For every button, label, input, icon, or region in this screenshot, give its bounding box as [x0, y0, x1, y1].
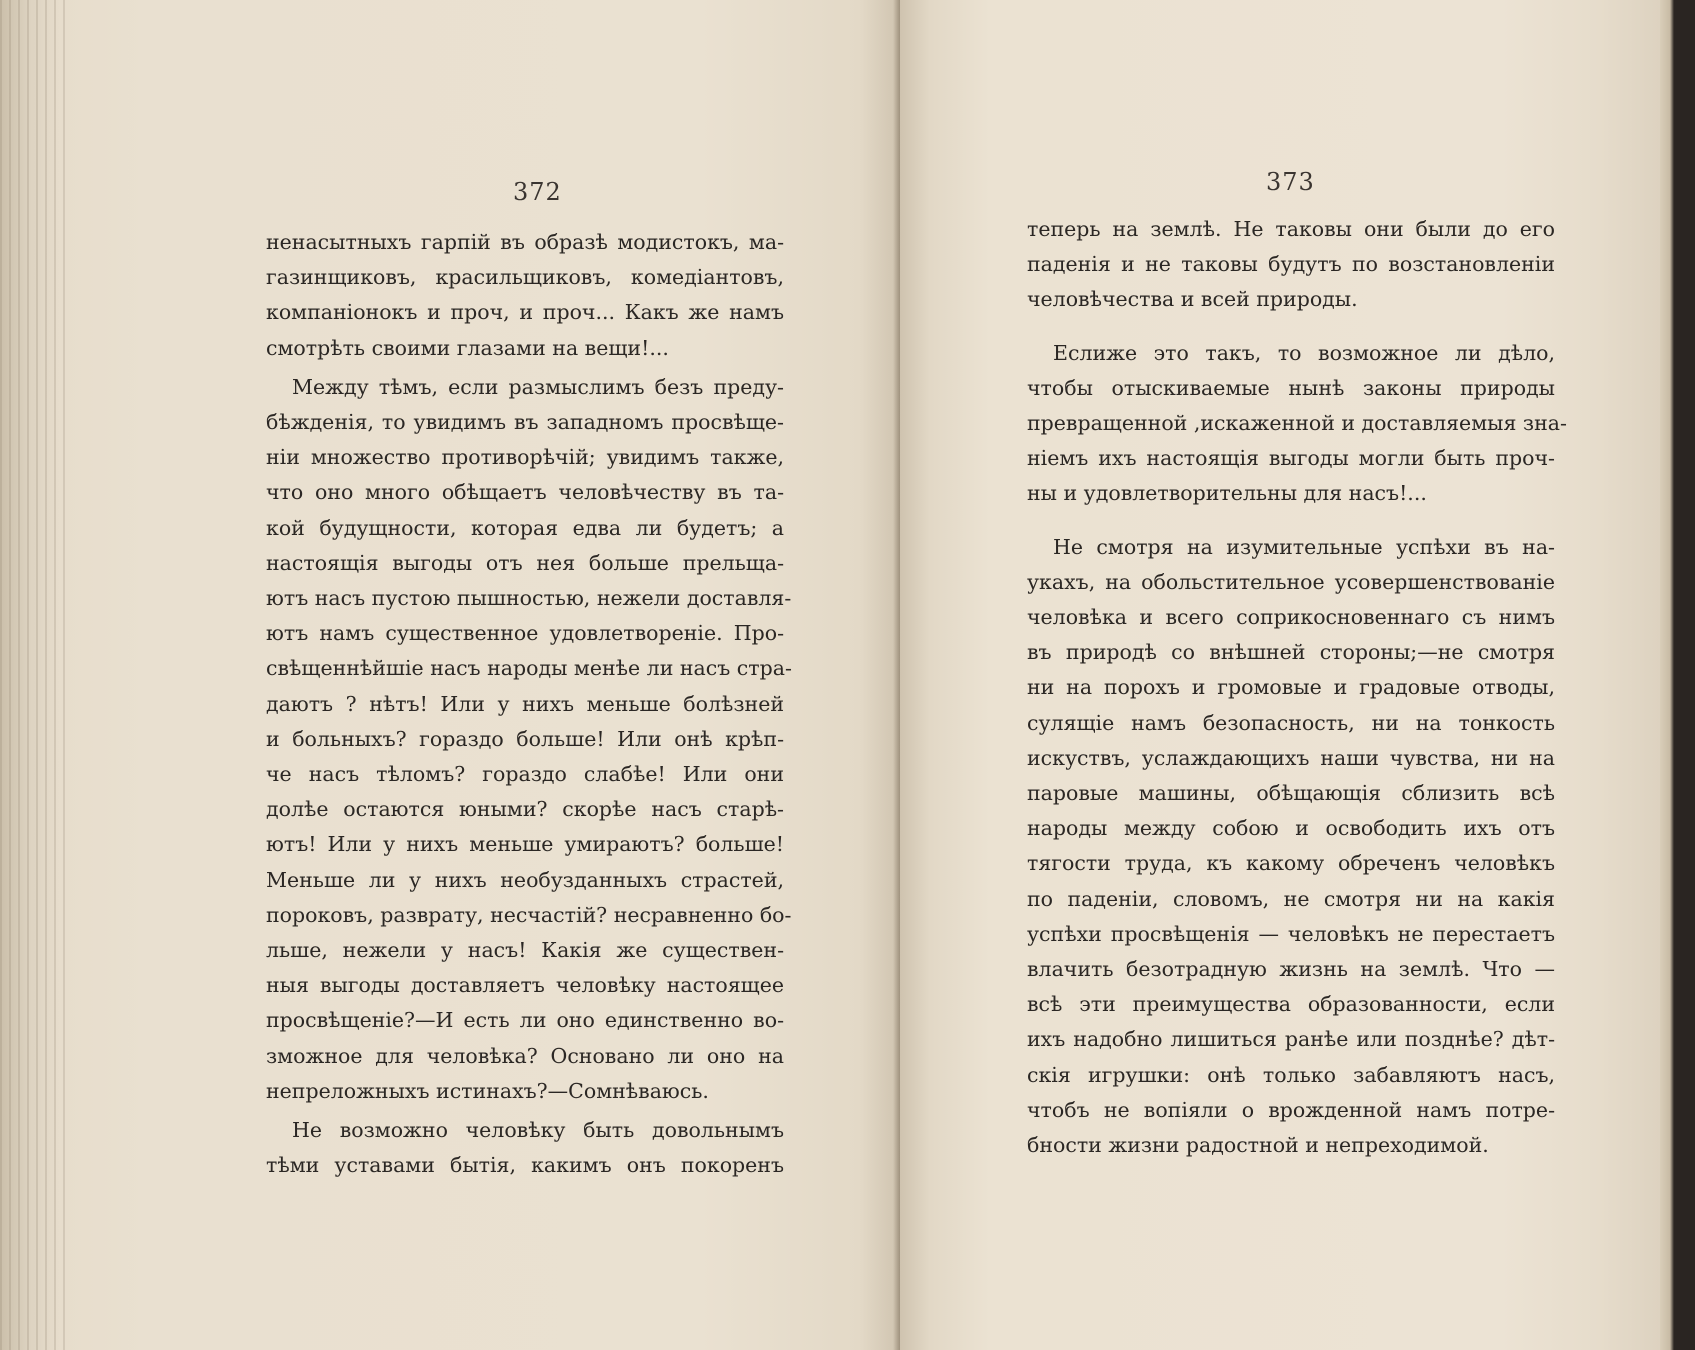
text-line: тягости труда, къ какому обреченъ человѣкъ — [1027, 851, 1555, 876]
text-line: въ природѣ со внѣшней стороны;—не смотря — [1027, 640, 1555, 665]
text-line: ніемъ ихъ настоящія выгоды могли быть проч- — [1027, 446, 1555, 471]
text-line: Меньше ли у нихъ необузданныхъ страстей, — [266, 867, 784, 892]
text-line: и больныхъ? гораздо больше! Или онѣ крѣп- — [266, 726, 784, 751]
left-paragraph-1 — [266, 225, 784, 366]
text-line: ніи множество противорѣчій; увидимъ также, — [266, 445, 784, 470]
text-line: ютъ насъ пустою пышностью, нежели доставля- — [266, 586, 792, 611]
text-line: настоящія выгоды отъ нея больше прельща- — [266, 550, 784, 575]
text-line: ны и удовлетворительны для насъ!... — [1027, 481, 1427, 506]
text-line: бѣжденія, то увидимъ въ западномъ просвѣще- — [266, 410, 784, 435]
text-line: газинщиковъ, красильщиковъ, комедіантовъ, — [266, 265, 784, 290]
text-line: долѣе остаются юными? скорѣе насъ старѣ- — [266, 797, 784, 822]
text-line: скія игрушки: онѣ только забавляютъ насъ, — [1027, 1062, 1555, 1087]
right-paragraph-1 — [1027, 212, 1555, 318]
text-line: превращенной ,искаженной и доставляемыя зна- — [1027, 411, 1567, 436]
text-line: ихъ надобно лишиться ранѣе или позднѣе? дѣт- — [1027, 1027, 1555, 1052]
left-paragraph-3 — [266, 1113, 784, 1183]
right-page-text — [1027, 212, 1567, 1163]
text-line: чтобы отыскиваемые нынѣ законы природы — [1027, 375, 1555, 400]
text-line: успѣхи просвѣщенія — человѣкъ не перестаетъ — [1027, 921, 1555, 946]
text-line: свѣщеннѣйшіе насъ народы менѣе ли насъ стра- — [266, 656, 792, 681]
text-line: теперь на землѣ. Не таковы они были до его — [1027, 217, 1555, 241]
right-page-number: 373 — [1266, 168, 1315, 196]
text-line: человѣчества и всей природы. — [1027, 287, 1358, 312]
text-line: даютъ ? нѣтъ! Или у нихъ меньше болѣзней — [266, 691, 784, 716]
left-paragraph-2 — [266, 370, 792, 1109]
text-line: смотрѣть своими глазами на вещи!... — [266, 335, 669, 360]
text-line: ныя выгоды доставляетъ человѣку настоящее — [266, 973, 784, 998]
text-line: паровые машины, обѣщающія сблизить всѣ — [1027, 781, 1555, 806]
text-line: искуствъ, услаждающихъ наши чувства, ни на — [1027, 745, 1555, 770]
text-line: бности жизни радостной и непреходимой. — [1027, 1133, 1489, 1158]
text-line: ютъ намъ существенное удовлетвореніе. Про- — [266, 621, 784, 646]
text-line: Не возможно человѣку быть довольнымъ — [292, 1118, 784, 1143]
text-line: ютъ! Или у нихъ меньше умираютъ? больше! — [266, 832, 784, 857]
text-line: компаніонокъ и проч, и проч... Какъ же намъ — [266, 300, 784, 325]
text-line: чтобъ не вопіяли о врожденной намъ потре- — [1027, 1097, 1555, 1122]
text-line: тѣми уставами бытія, какимъ онъ покоренъ — [266, 1153, 784, 1178]
text-line: Не смотря на изумительные успѣхи въ на- — [1053, 534, 1555, 559]
text-line: сулящіе намъ безопасность, ни на тонкость — [1027, 710, 1555, 735]
left-page-number: 372 — [513, 178, 562, 206]
text-line: ненасытныхъ гарпій въ образѣ модистокъ, ма- — [266, 230, 784, 254]
right-paragraph-2 — [1027, 336, 1567, 512]
left-page-text — [266, 225, 792, 1183]
text-line: непреложныхъ истинахъ?—Сомнѣваюсь. — [266, 1078, 709, 1103]
text-line: человѣка и всего соприкосновеннаго съ нимъ — [1027, 605, 1555, 630]
text-line: льше, нежели у насъ! Какія же существен- — [266, 938, 784, 963]
text-line: влачить безотрадную жизнь на землѣ. Что — — [1027, 957, 1555, 982]
text-line: народы между собою и освободить ихъ отъ — [1027, 816, 1555, 841]
text-line: ни на порохъ и громовые и градовые отводы, — [1027, 675, 1555, 700]
text-line: по паденіи, словомъ, не смотря ни на какія — [1027, 886, 1555, 911]
text-line: просвѣщеніе?—И есть ли оно единственно во- — [266, 1008, 784, 1033]
right-paragraph-3 — [1027, 530, 1555, 1164]
right-page — [900, 0, 1660, 1350]
text-line: Между тѣмъ, если размыслимъ безъ преду- — [292, 374, 784, 399]
text-line: Еслиже это такъ, то возможное ли дѣло, — [1053, 340, 1555, 365]
text-line: паденія и не таковы будутъ по возстановленіи — [1027, 252, 1555, 277]
text-line: укахъ, на обольстительное усовершенствованіе — [1027, 569, 1555, 594]
text-line: всѣ эти преимущества образованности, если — [1027, 992, 1555, 1017]
text-line: че насъ тѣломъ? гораздо слабѣе! Или они — [266, 762, 784, 787]
text-line: зможное для человѣка? Основано ли оно на — [266, 1043, 784, 1068]
text-line: пороковъ, разврату, несчастій? несравненно бо- — [266, 902, 792, 927]
text-line: что оно много обѣщаетъ человѣчеству въ та- — [266, 480, 784, 505]
page-edge — [1660, 0, 1695, 1350]
text-line: кой будущности, которая едва ли будетъ; а — [266, 515, 784, 540]
